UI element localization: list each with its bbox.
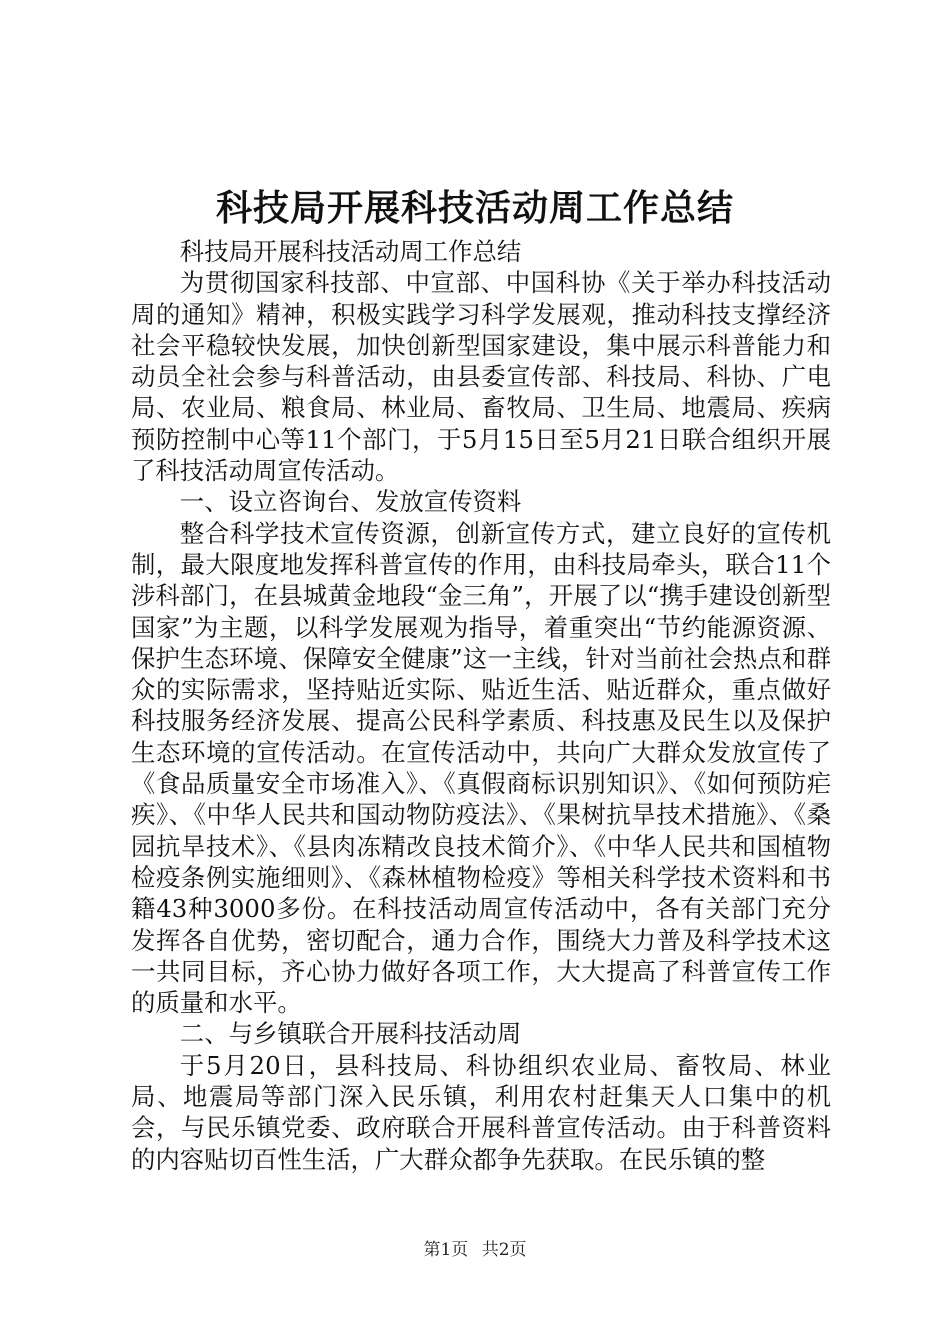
document-body [131, 236, 831, 1175]
page-number: 第1页 [423, 1240, 469, 1260]
section-2-paragraph: 于5月20日，县科技局、科协组织农业局、畜牧局、林业局、地震局等部门深入民乐镇，利用农村赶集天人口集中的机会，与民乐镇党委、政府联合开展科普宣传活动。由于科普资料的内容贴切百性生活，广大群众都争先获取。在民乐镇的整 [131, 1050, 831, 1174]
section-heading-1: 一、设立咨询台、发放宣传资料 [179, 487, 522, 517]
section-1-paragraph: 整合科学技术宣传资源，创新宣传方式，建立良好的宣传机制，最大限度地发挥科普宣传的作用，由科技局牵头，联合11个涉科部门，在县城黄金地段“金三角”，开展了以“携手建设创新型国家”为主题，以科学发展观为指导，着重突出“节约能源资源、保护生态环境、保障安全健康”这一主线，针对当前社会热点和群众的实际需求，坚持贴近实际、贴近生活、贴近群众，重点做好科技服务经济发展、提高公民科学素质、科技惠及民生以及保护生态环境的宣传活动。在宣传活动中，共向广大群众发放宣传了《食品质量安全市场准入》、《真假商标识别知识》、《如何预防疟疾》、《中华人民共和国动物防疫法》、《果树抗旱技术措施》、《桑园抗旱技术》、《县肉冻精改良技术简介》、《中华人民共和国植物检疫条例实施细则》、《森林植物检疫》等相关科学技术资料和书籍43种3000多份。在科技活动周宣传活动中，各有关部门充分发挥各自优势，密切配合，通力合作，围绕大力普及科学技术这一共同目标，齐心协力做好各项工作，大大提高了科普宣传工作的质量和水平。 [131, 518, 831, 1018]
subtitle-paragraph: 科技局开展科技活动周工作总结 [179, 237, 522, 266]
document-title: 科技局开展科技活动周工作总结 [215, 187, 734, 229]
section-heading-2: 二、与乡镇联合开展科技活动周 [179, 1019, 522, 1049]
intro-paragraph: 为贯彻国家科技部、中宣部、中国科协《关于举办科技活动周的通知》精神，积极实践学习科学发展观，推动科技支撑经济社会平稳较快发展，加快创新型国家建设，集中展示科普能力和动员全社会参与科普活动，由县委宣传部、科技局、科协、广电局、农业局、粮食局、林业局、畜牧局、卫生局、地震局、疾病预防控制中心等11个部门，于5月15日至5月21日联合组织开展了科技活动周宣传活动。 [131, 268, 831, 486]
page-total: 共2页 [481, 1240, 527, 1260]
page-footer [0, 1238, 950, 1262]
